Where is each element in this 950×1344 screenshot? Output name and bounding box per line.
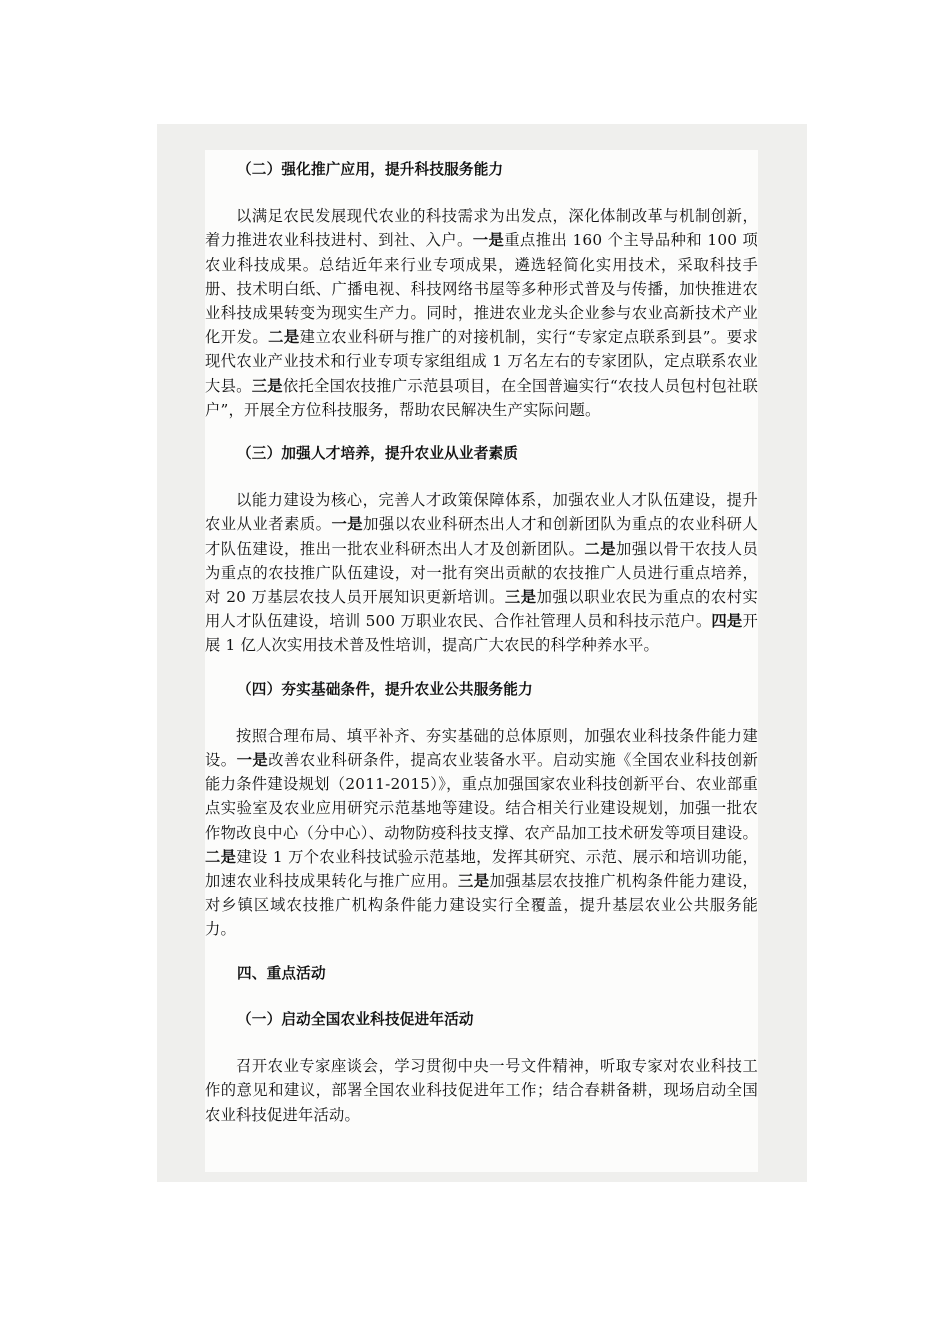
text-run: 加强基层农技推广机构条件能力建设，对乡镇区域农技推广机构条件能力建设实行全覆盖，提升基层农业公共服务能力。 [205,872,758,939]
text-run: 以满足农民发展现代农业的科技需求为出发点，深化体制改革与机制创新，着力推进农业科技进村、到社、入户。 [205,207,758,250]
text-run: 加强以职业农民为重点的农村实用人才队伍建设，培训 500 万职业农民、合作社管理人员和科技示范户。 [205,588,758,631]
document-body [205,158,758,1127]
text-run: 重点推出 160 个主导品种和 100 项农业科技成果。总结近年来行业专项成果，遴选轻简化实用技术，采取科技手册、技术明白纸、广播电视、科技网络书屋等多种形式普及与传播，加快推进农业科技成果转变为现实生产力。同时，推进农业龙头企业参与农业高新技术产业化开发。 [205,231,759,347]
text-run: 加强以骨干农技人员为重点的农技推广队伍建设，对一批有突出贡献的农技推广人员进行重点培养，对 20 万基层农技人员开展知识更新培训。 [205,539,758,607]
keyword: 四是 [711,612,743,631]
section-heading-4: （四）夯实基础条件，提升农业公共服务能力 [237,680,533,698]
text-run: 建立农业科研与推广的对接机制，实行“专家定点联系到县”。要求现代农业产业技术和行业专项专家组组成 1 万名左右的专家团队，定点联系农业大县。 [205,328,758,395]
text-run: 加强以农业科研杰出人才和创新团队为重点的农业科研人才队伍建设，推出一批农业科研杰出人才及创新团队。 [205,515,758,558]
chapter-heading: 四、重点活动 [237,964,326,982]
activity-paragraph-1: 召开农业专家座谈会，学习贯彻中央一号文件精神，听取专家对农业科技工作的意见和建议，部署全国农业科技促进年工作；结合春耕备耕，现场启动全国农业科技促进年活动。 [205,1057,758,1124]
section-paragraph-3 [205,488,758,657]
keyword: 一是 [472,231,505,250]
keyword: 三是 [504,588,537,607]
text-run: 依托全国农技推广示范县项目，在全国普遍实行“农技人员包村包社联户”，开展全方位科技服务，帮助农民解决生产实际问题。 [205,376,758,419]
activity-heading-1: （一）启动全国农业科技促进年活动 [237,1010,474,1028]
text-run: 开展 1 亿人次实用技术普及性培训，提高广大农民的科学种养水平。 [205,612,758,655]
keyword: 二是 [584,539,617,558]
section-heading-3: （三）加强人才培养，提升农业从业者素质 [237,445,519,463]
keyword: 二是 [205,847,237,866]
keyword: 一是 [236,751,269,770]
text-run: 建设 1 万个农业科技试验示范基地，发挥其研究、示范、展示和培训功能，加速农业科技成果转化与推广应用。 [205,847,758,891]
text-run: 按照合理布局、填平补齐、夯实基础的总体原则，加强农业科技条件能力建设。 [205,726,758,770]
keyword: 三是 [251,376,283,395]
section-paragraph-2 [205,204,758,422]
section-paragraph-4 [205,724,758,942]
keyword: 一是 [331,515,364,534]
section-heading-2: （二）强化推广应用，提升科技服务能力 [237,161,504,178]
text-run: 改善农业科研条件，提高农业装备水平。启动实施《全国农业科技创新能力条件建设规划（2011-2015）》，重点加强国家农业科技创新平台、农业部重点实验室及农业应用研究示范基地等建设。结合相关行业建设规划，加强一批农作物改良中心（分中心）、动物防疫科技支撑、农产品加工技术研发等项目建设。 [205,751,759,842]
text-run: 以能力建设为核心，完善人才政策保障体系，加强农业人才队伍建设，提升农业从业者素质。 [205,491,758,534]
keyword: 二是 [268,328,300,347]
keyword: 三是 [457,872,490,891]
